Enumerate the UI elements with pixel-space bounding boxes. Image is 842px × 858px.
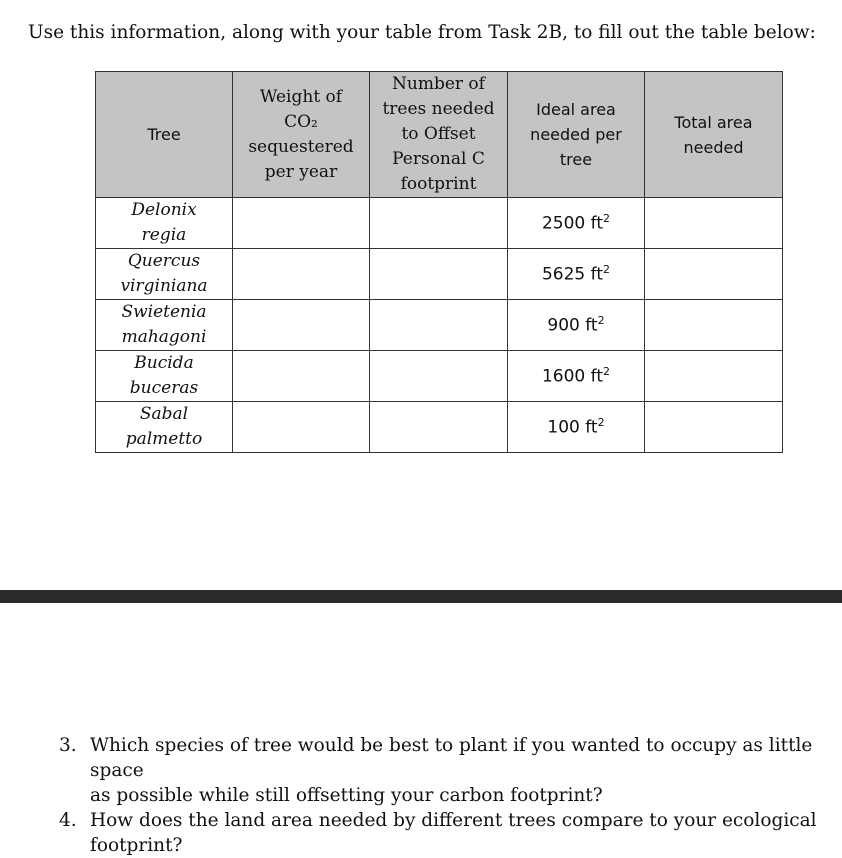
- total-area-input-cell[interactable]: [645, 351, 783, 402]
- tree-name-cell: Quercus virginiana: [96, 249, 233, 300]
- page-divider: [0, 590, 842, 603]
- ideal-area-cell: 2500 $ft^2$: [508, 198, 645, 249]
- ideal-area-cell: 100 $ft^2$: [508, 402, 645, 453]
- question-text-line: Which species of tree would be best to plant if you wanted to occupy as little space: [90, 735, 813, 781]
- tree-name-cell: Delonix regia: [96, 198, 233, 249]
- question-text-line: footprint?: [90, 835, 183, 856]
- tree-name-cell: Sabal palmetto: [96, 402, 233, 453]
- table-row: [96, 198, 783, 249]
- tree-name-cell: Bucida buceras: [96, 351, 233, 402]
- question-number: 4.: [59, 810, 77, 831]
- question-item: [59, 808, 834, 858]
- trees-needed-input-cell[interactable]: [370, 402, 508, 453]
- weight-input-cell[interactable]: [233, 249, 370, 300]
- question-list: [59, 733, 834, 858]
- header-tree: Tree: [96, 72, 233, 198]
- total-area-input-cell[interactable]: [645, 300, 783, 351]
- trees-needed-input-cell[interactable]: [370, 198, 508, 249]
- instruction-text: Use this information, along with your table from Task 2B, to fill out the table below:: [28, 22, 816, 43]
- header-ideal-area: Ideal area needed per tree: [508, 72, 645, 198]
- total-area-input-cell[interactable]: [645, 198, 783, 249]
- weight-input-cell[interactable]: [233, 351, 370, 402]
- header-total-area: Total area needed: [645, 72, 783, 198]
- trees-needed-input-cell[interactable]: [370, 249, 508, 300]
- weight-input-cell[interactable]: [233, 300, 370, 351]
- question-item: [59, 733, 834, 808]
- tree-name-cell: Swietenia mahagoni: [96, 300, 233, 351]
- header-trees-needed: Number of trees needed to Offset Personal C footprint: [370, 72, 508, 198]
- tree-area-table: [95, 71, 783, 453]
- ideal-area-cell: 900 $ft^2$: [508, 300, 645, 351]
- trees-needed-input-cell[interactable]: [370, 351, 508, 402]
- question-text-line: How does the land area needed by different trees compare to your ecological: [90, 810, 817, 831]
- table-row: [96, 249, 783, 300]
- question-text-line: as possible while still offsetting your carbon footprint?: [90, 785, 603, 806]
- header-weight: Weight of CO₂ sequestered per year: [233, 72, 370, 198]
- weight-input-cell[interactable]: [233, 402, 370, 453]
- total-area-input-cell[interactable]: [645, 402, 783, 453]
- table-row: [96, 402, 783, 453]
- question-number: 3.: [59, 735, 77, 756]
- ideal-area-cell: 5625 $ft^2$: [508, 249, 645, 300]
- weight-input-cell[interactable]: [233, 198, 370, 249]
- table-row: [96, 300, 783, 351]
- table-header-row: [96, 72, 783, 198]
- table-row: [96, 351, 783, 402]
- total-area-input-cell[interactable]: [645, 249, 783, 300]
- trees-needed-input-cell[interactable]: [370, 300, 508, 351]
- ideal-area-cell: 1600 $ft^2$: [508, 351, 645, 402]
